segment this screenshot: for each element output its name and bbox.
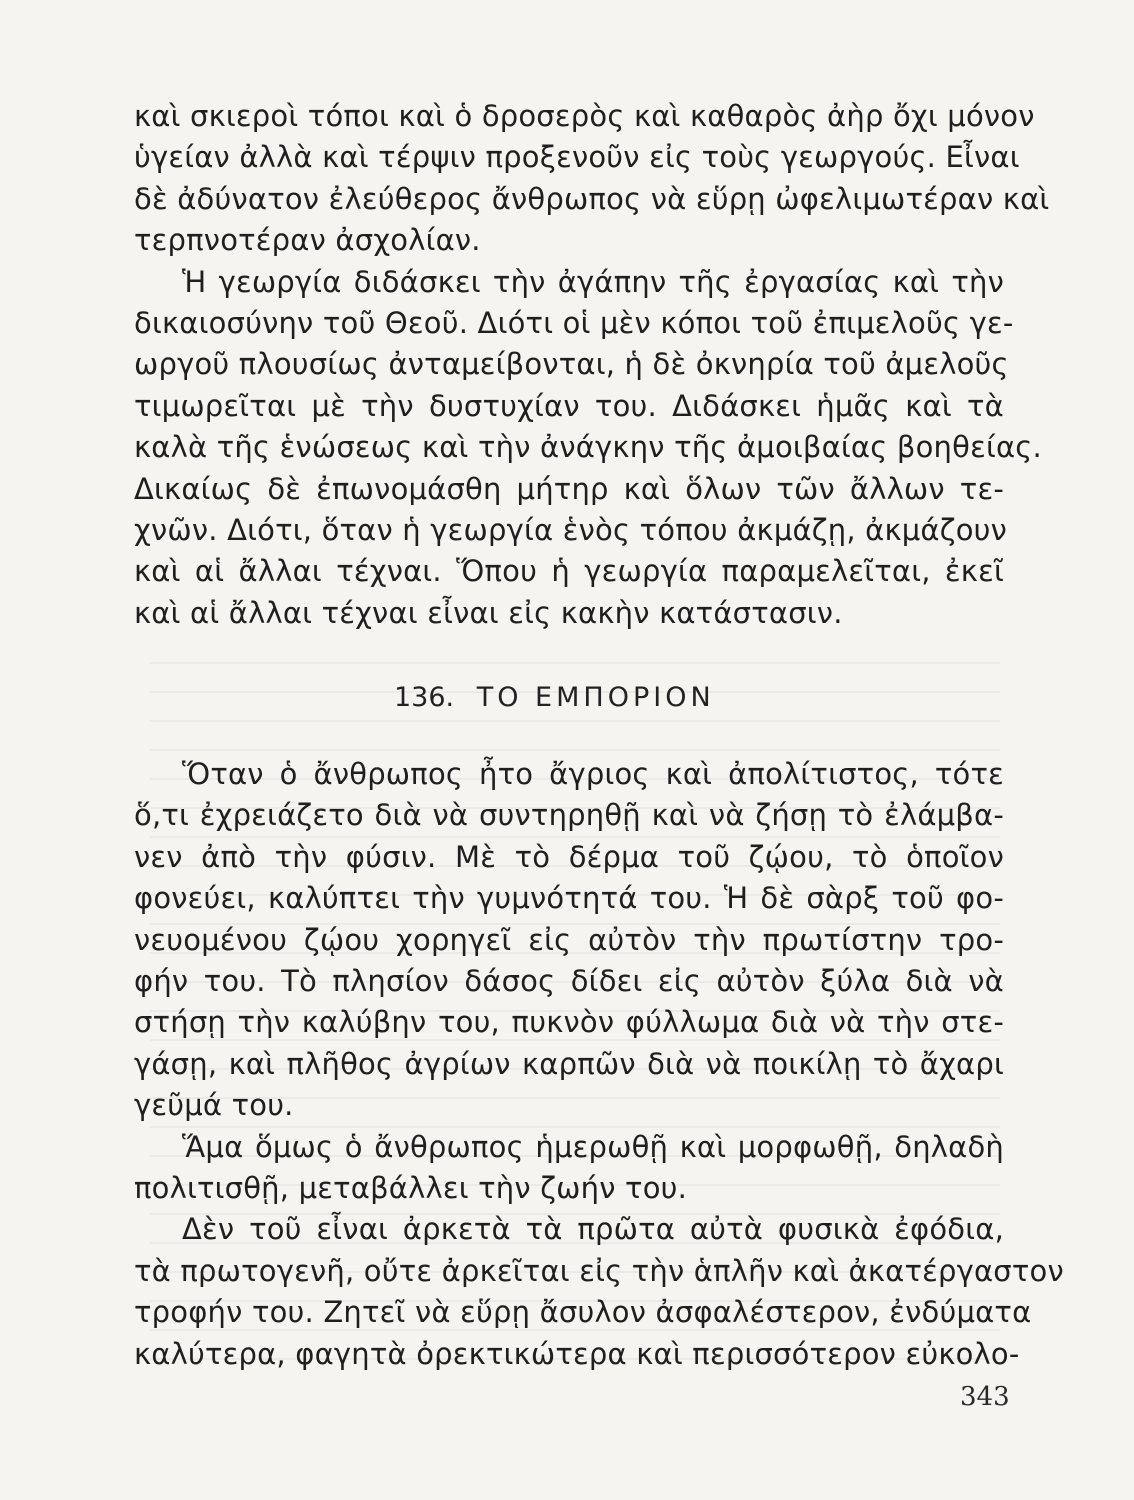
text-line: καὶ αἱ ἄλλαι τέχναι. Ὅπου ἡ γεωργία παραμελεῖται, ἐκεῖ (134, 554, 1004, 589)
text-line: καὶ αἱ ἄλλαι τέχναι εἶναι εἰς κακὴν κατάστασιν. (134, 595, 843, 630)
text-line: νευομένου ζῴου χορηγεῖ εἰς αὐτὸν τὴν πρωτίστην τρο- (134, 922, 1004, 957)
text-line: τιμωρεῖται μὲ τὴν δυστυχίαν του. Διδάσκει ἡμᾶς καὶ τὰ (134, 388, 1004, 423)
text-line: γάσῃ, καὶ πλῆθος ἀγρίων καρπῶν διὰ νὰ ποικίλῃ τὸ ἄχαρι (134, 1046, 1004, 1081)
text-line: Δικαίως δὲ ἐπωνομάσθη μήτηρ καὶ ὅλων τῶν ἄλλων τε- (134, 471, 1004, 506)
text-block-commerce (134, 754, 1064, 1375)
text-line: φονεύει, καλύπτει τὴν γυμνότητά του. Ἡ δὲ σὰρξ τοῦ φο- (134, 881, 1004, 916)
text-block-agriculture (134, 96, 1050, 634)
paragraph-first-line: Ἅμα ὅμως ὁ ἄνθρωπος ἡμερωθῇ καὶ μορφωθῇ, δηλαδὴ (182, 1129, 1004, 1164)
paragraph-first-line: Ἡ γεωργία διδάσκει τὴν ἀγάπην τῆς ἐργασίας καὶ τὴν (182, 264, 1004, 299)
text-line: καλὰ τῆς ἑνώσεως καὶ τὴν ἀνάγκην τῆς ἀμοιβαίας βοηθείας. (134, 430, 1042, 465)
text-line: φήν του. Τὸ πλησίον δάσος δίδει εἰς αὐτὸν ξύλα διὰ νὰ (134, 964, 1004, 999)
page-number: 343 (960, 1382, 1010, 1412)
paragraph-first-line: Δὲν τοῦ εἶναι ἀρκετὰ τὰ πρῶτα αὐτὰ φυσικὰ ἐφόδια, (182, 1212, 1004, 1247)
text-line: τερπνοτέραν ἀσχολίαν. (134, 223, 481, 258)
text-line: δὲ ἀδύνατον ἐλεύθερος ἄνθρωπος νὰ εὕρῃ ὠφελιμωτέραν καὶ (134, 181, 1050, 216)
section-number: 136. (394, 682, 455, 713)
text-line: χνῶν. Διότι, ὅταν ἡ γεωργία ἑνὸς τόπου ἀκμάζῃ, ἀκμάζουν (134, 513, 1008, 548)
text-line: νεν ἀπὸ τὴν φύσιν. Μὲ τὸ δέρμα τοῦ ζῴου, τὸ ὁποῖον (134, 839, 1004, 874)
section-title: ΤΟ ΕΜΠΟΡΙΟΝ (476, 682, 715, 713)
text-line: στήσῃ τὴν καλύβην του, πυκνὸν φύλλωμα διὰ νὰ τὴν στε- (134, 1005, 1004, 1040)
text-line: καὶ σκιεροὶ τόποι καὶ ὁ δροσερὸς καὶ καθαρὸς ἀὴρ ὄχι μόνον (134, 99, 1035, 133)
text-line: πολιτισθῇ, μεταβάλλει τὴν ζωήν του. (134, 1171, 688, 1206)
section-heading (394, 682, 715, 713)
text-line: καλύτερα, φαγητὰ ὀρεκτικώτερα καὶ περισσότερον εὐκολο- (134, 1336, 1020, 1371)
text-line: τροφήν του. Ζητεῖ νὰ εὕρῃ ἄσυλον ἀσφαλέστερον, ἐνδύματα (134, 1295, 1032, 1330)
text-line: ωργοῦ πλουσίως ἀνταμείβονται, ἡ δὲ ὀκνηρία τοῦ ἀμελοῦς (134, 347, 1009, 382)
text-line: ὑγείαν ἀλλὰ καὶ τέρψιν προξενοῦν εἰς τοὺς γεωργούς. Εἶναι (134, 140, 1020, 175)
text-line: δικαιοσύνην τοῦ Θεοῦ. Διότι οἱ μὲν κόποι τοῦ ἐπιμελοῦς γε- (134, 306, 1014, 341)
paragraph-first-line: Ὅταν ὁ ἄνθρωπος ἦτο ἄγριος καὶ ἀπολίτιστος, τότε (182, 757, 1004, 791)
text-line: τὰ πρωτογενῆ, οὔτε ἀρκεῖται εἰς τὴν ἁπλῆν καὶ ἀκατέργαστον (134, 1253, 1064, 1288)
text-line: γεῦμά του. (134, 1088, 294, 1123)
text-line: ὅ,τι ἐχρειάζετο διὰ νὰ συντηρηθῇ καὶ νὰ ζήσῃ τὸ ἐλάμβα- (134, 798, 1004, 833)
